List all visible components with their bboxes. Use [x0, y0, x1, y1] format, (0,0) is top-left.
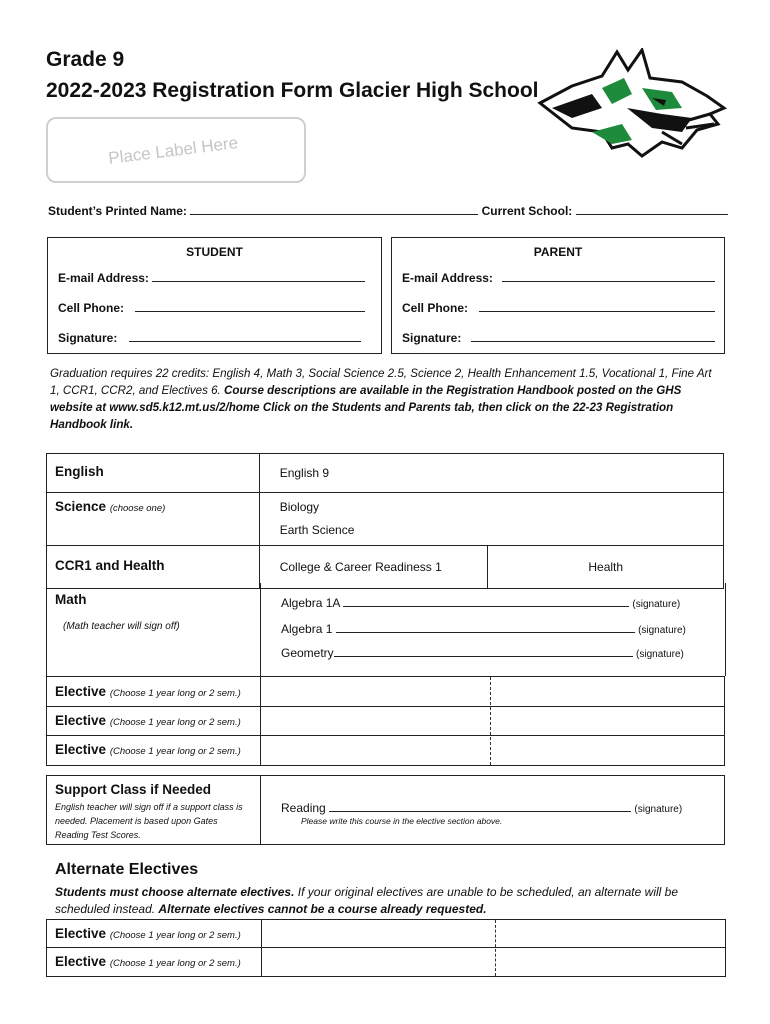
science-row [47, 493, 724, 546]
english-course: English 9 [279, 466, 330, 480]
graduation-requirements: Graduation requires 22 credits: English 4, Math 3, Social Science 2.5, Science 2, Health Enhancement 1.5, Vocational 1, Fine Art 1, CCR1, CCR2, and Electives 6. [50, 367, 712, 397]
student-contact-box [47, 237, 382, 354]
student-name-row [48, 203, 728, 218]
alternate-elective-1-choice-b[interactable] [498, 921, 724, 946]
electives-block [46, 676, 725, 766]
parent-email-label: E-mail Address: [402, 271, 493, 285]
alternate-electives-note: Students must choose alternate electives. If your original electives are unable to be scheduled, an alternate will be scheduled instead. Alternate electives cannot be a course already requested. [55, 885, 678, 916]
label-placeholder-box [46, 117, 306, 183]
student-box-heading: STUDENT [186, 245, 243, 259]
student-name-label: Student’s Printed Name: [48, 204, 187, 218]
support-class-box [46, 775, 725, 845]
current-school-label: Current School: [481, 204, 573, 218]
science-hint: (choose one) [109, 503, 166, 514]
ccr-health-label: CCR1 and Health [55, 558, 165, 573]
math-label: Math [55, 592, 87, 607]
current-school-field[interactable] [576, 203, 728, 215]
support-class-label: Support Class if Needed [55, 782, 212, 797]
english-label: English [55, 464, 104, 479]
alternate-electives-table [46, 919, 726, 977]
grade-heading: Grade 9 [46, 48, 125, 71]
parent-phone-label: Cell Phone: [402, 301, 469, 315]
elective-3-choice-a[interactable] [261, 736, 489, 764]
support-class-description: English teacher will sign off if a support class is needed. Placement is based upon Gates Reading Test Scores. [55, 802, 243, 840]
parent-email-field[interactable] [502, 270, 715, 282]
course-table [46, 453, 724, 589]
alternate-elective-2-choice-b[interactable] [498, 949, 724, 975]
english-row [47, 454, 724, 493]
graduation-note [50, 365, 722, 433]
elective-2-choice-b[interactable] [493, 707, 723, 734]
parent-signature-label: Signature: [402, 331, 462, 345]
wolf-logo-icon [532, 48, 732, 158]
elective-2-choice-a[interactable] [261, 707, 489, 734]
parent-signature-field[interactable] [471, 330, 715, 342]
ccr-course: College & Career Readiness 1 [279, 560, 442, 574]
science-option-biology[interactable]: Biology [279, 500, 320, 514]
elective-1-choice-b[interactable] [493, 678, 723, 705]
alternate-elective-2-label: Elective (Choose 1 year long or 2 sem.) [55, 954, 241, 969]
student-email-label: E-mail Address: [58, 271, 149, 285]
student-phone-field[interactable] [135, 300, 365, 312]
student-email-field[interactable] [152, 270, 365, 282]
science-option-earth-science[interactable]: Earth Science [279, 523, 355, 537]
parent-contact-box [391, 237, 725, 354]
alternate-elective-2-choice-a[interactable] [262, 949, 494, 975]
elective-3-choice-b[interactable] [493, 736, 723, 764]
reading-signature-line[interactable]: Reading (signature) [281, 801, 683, 815]
math-option-geometry[interactable]: Geometry (signature) [281, 646, 684, 660]
elective-1-choice-a[interactable] [261, 678, 489, 705]
alternate-elective-1-choice-a[interactable] [262, 921, 494, 946]
handbook-info: Course descriptions are available in the Registration Handbook posted on the GHS website at www.sd5.k12.mt.us/2/home Click on the Students and Parents tab, then click on the 22-23 Registration Handbook link. [50, 384, 682, 431]
math-block [46, 583, 726, 676]
math-option-algebra-1a[interactable]: Algebra 1A (signature) [281, 596, 681, 610]
elective-1-label: Elective (Choose 1 year long or 2 sem.) [55, 684, 241, 699]
alternate-elective-1-label: Elective (Choose 1 year long or 2 sem.) [55, 926, 241, 941]
label-placeholder-text: Place Label Here [107, 133, 240, 168]
math-option-algebra-1[interactable]: Algebra 1 (signature) [281, 622, 686, 636]
health-course: Health [588, 560, 624, 574]
parent-box-heading: PARENT [533, 245, 583, 259]
parent-phone-field[interactable] [479, 300, 715, 312]
student-phone-label: Cell Phone: [58, 301, 125, 315]
elective-2-label: Elective (Choose 1 year long or 2 sem.) [55, 713, 241, 728]
math-hint: (Math teacher will sign off) [63, 621, 180, 632]
student-signature-label: Signature: [58, 331, 118, 345]
elective-3-label: Elective (Choose 1 year long or 2 sem.) [55, 742, 241, 757]
student-signature-field[interactable] [129, 330, 361, 342]
reading-instruction: Please write this course in the elective section above. [301, 816, 503, 826]
science-label: Science (choose one) [55, 499, 166, 514]
alternate-electives-heading: Alternate Electives [55, 861, 199, 878]
form-title: 2022-2023 Registration Form Glacier High School [46, 79, 539, 102]
student-name-field[interactable] [190, 203, 478, 215]
